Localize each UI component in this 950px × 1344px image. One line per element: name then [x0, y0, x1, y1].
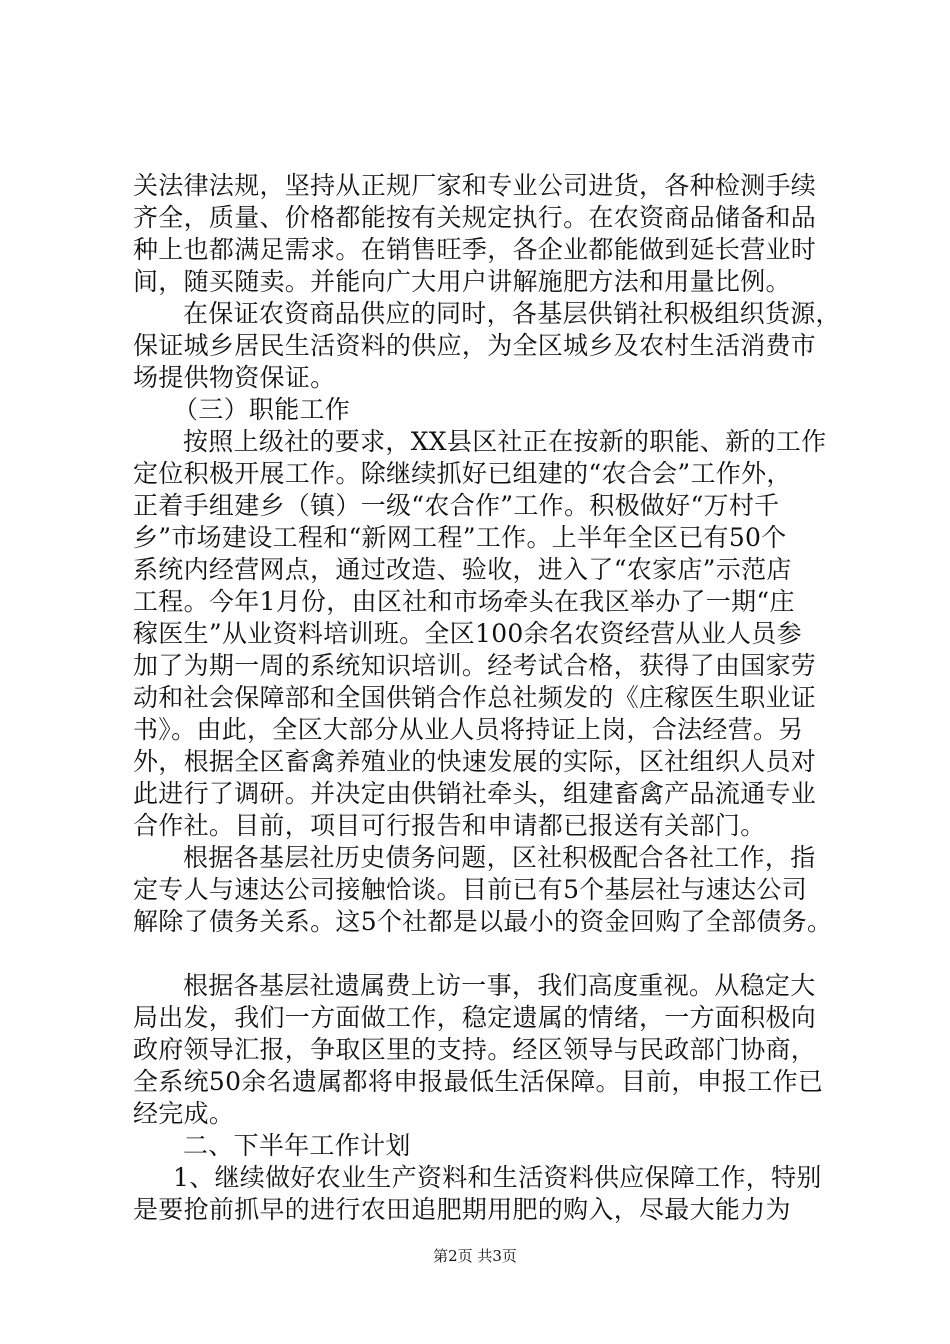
text-line: 此进行了调研。并决定由供销社牵头，组建畜禽产品流通专业 [133, 779, 817, 808]
paragraph-start: 按照上级社的要求，XX县区社正在按新的职能、新的工作 [183, 427, 827, 456]
text-line: 加了为期一周的系统知识培训。经考试合格，获得了由国家劳 [133, 651, 817, 680]
page-number-footer: 第2页 共3页 [433, 1247, 517, 1265]
text-line: 定专人与速达公司接触恰谈。目前已有5个基层社与速达公司 [133, 875, 808, 904]
document-body [133, 170, 841, 1226]
text-line: 定位积极开展工作。除继续抓好已组建的“农合会”工作外， [133, 459, 792, 488]
paragraph-start: 1、继续做好农业生产资料和生活资料供应保障工作，特别 [173, 1163, 822, 1192]
text-line: 局出发，我们一方面做工作，稳定遗属的情绪，一方面积极向 [133, 1003, 817, 1032]
section-heading: 二、下半年工作计划 [183, 1131, 411, 1160]
text-line: 关法律法规，坚持从正规厂家和专业公司进货，各种检测手续 [133, 171, 817, 200]
paragraph-start: 根据各基层社历史债务问题，区社积极配合各社工作，指 [183, 843, 816, 872]
text-line: 全系统50余名遗属都将申报最低生活保障。目前，申报工作已 [133, 1067, 824, 1096]
text-line: 齐全，质量、价格都能按有关规定执行。在农资商品储备和品 [133, 203, 817, 232]
text-line: 场提供物资保证。 [133, 363, 336, 392]
text-line: 工程。今年1月份，由区社和市场牵头在我区举办了一期“庄 [133, 587, 795, 616]
section-heading: （三）职能工作 [173, 395, 351, 424]
text-line: 解除了债务关系。这5个社都是以最小的资金回购了全部债务。 [133, 907, 833, 936]
text-line: 系统内经营网点，通过改造、验收，进入了“农家店”示范店 [133, 555, 792, 584]
text-line: 外，根据全区畜禽养殖业的快速发展的实际，区社组织人员对 [133, 747, 817, 776]
text-line: 合作社。目前，项目可行报告和申请都已报送有关部门。 [133, 811, 766, 840]
text-line: 政府领导汇报，争取区里的支持。经区领导与民政部门协商， [133, 1035, 817, 1064]
text-line: 是要抢前抓早的进行农田追肥期用肥的购入，尽最大能力为 [133, 1195, 791, 1224]
text-line: 书》。由此，全区大部分从业人员将持证上岗，合法经营。另 [133, 715, 804, 744]
text-line: 动和社会保障部和全国供销合作总社频发的《庄稼医生职业证 [133, 683, 817, 712]
paragraph-start: 在保证农资商品供应的同时，各基层供销社积极组织货源， [183, 299, 841, 328]
paragraph-start: 根据各基层社遗属费上访一事，我们高度重视。从稳定大 [183, 971, 816, 1000]
text-line: 乡”市场建设工程和“新网工程”工作。上半年全区已有50个 [133, 523, 787, 552]
text-line: 经完成。 [133, 1099, 235, 1128]
text-line: 稼医生”从业资料培训班。全区100余名农资经营从业人员参 [133, 619, 802, 648]
text-line: 间，随买随卖。并能向广大用户讲解施肥方法和用量比例。 [133, 267, 791, 296]
text-line: 种上也都满足需求。在销售旺季，各企业都能做到延长营业时 [133, 235, 817, 264]
paragraph-gap [133, 938, 833, 970]
text-line: 保证城乡居民生活资料的供应，为全区城乡及农村生活消费市 [133, 331, 817, 360]
text-line: 正着手组建乡（镇）一级“农合作”工作。积极做好“万村千 [133, 491, 780, 520]
